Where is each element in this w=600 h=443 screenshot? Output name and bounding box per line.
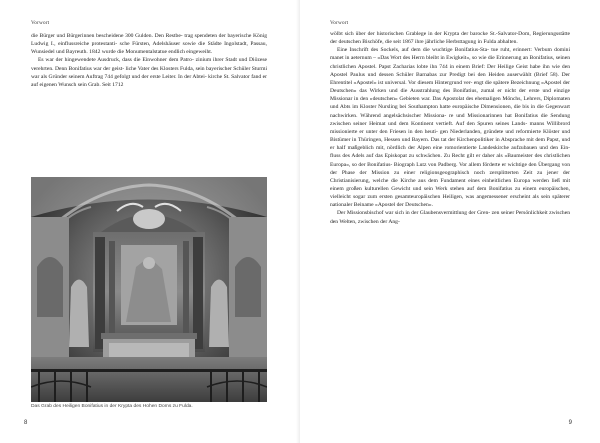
left-page-body	[31, 32, 267, 89]
page-number-right: 9	[568, 420, 572, 426]
left-paragraph-1: die Bürger und Bürgerinnen bescheidene 300 Gulden. Den Restbe- trag spendeten der bayerische König Ludwig I., einflussreiche protestanti- sche Fürsten, Adelshäuser sowie die Städte Ingolstadt, Passau, Wunsiedel und Bayreuth. 1842 wurde die Monumentalstatue endlich eingeweiht.	[31, 33, 267, 56]
left-paragraph-2: Es war der hingewendete Ausdruck, dass die Einwohner dem Patro- zinium ihrer Stadt und Diözese verehrten. Denn Bonifatius war der geist- liche Vater des Klosters Fulda, sein bayerischer Schüler Sturmi war als Gründer seinem Auftrag 744 gefolgt und der erste Leiter. In der Abtei- kirche St. Salvator fand er auf eigenen Wunsch sein Grab. Seit 1712	[31, 57, 267, 88]
right-page-body	[330, 30, 570, 226]
crypt-altar-photo	[31, 177, 267, 402]
right-paragraph-3: Der Missionsbischof war sich in der Glaubensvermittlung der Gren- zen seiner Persönlichkeit zwischen den Welten, zwischen der Ang-	[330, 210, 570, 225]
running-head-right: Vorwort	[330, 20, 349, 26]
page-number-left: 8	[24, 420, 28, 426]
right-paragraph-2: Eine Inschrift des Sockels, auf dem die wuchtige Bonifatius-Sta- tue ruht, erinnert: Verbum domini manet in aeternum – »Das Wort des Herrn bleibt in Ewigkeit«, so wie die Erinnerung an Bonifatius, seinen christlichen Apostel. Papst Zacharias lobte ihn 744 in einem Brief: Der Heilige Geist habe ihn wie den Apostel Paulus und dessen Schüler Barnabas zur Predigt bei den Heiden auserwählt (Brief 58). Der Ehrentitel »Apostel« ist universal. Vor diesem Hintergrund ver- engt die spätere Bezeichnung »Apostel der Deutschen« das Wirken und die Ausstrahlung des Bonifatius, zumal er nicht der erste und einzige Missionar in den »deutschen« Gebieten war. Das Apostolat des ehemaligen Mönchs, Lehrers, Diplomaten und Abts im Kloster Nursling bei Southampton hatte europäische Dimensionen, die bis in die Gegenwart nachwirken. Während angelsächsischer Missiona- re und Missionarinnen hat Bonifatius die Sendung zwischen seiner Heimat und dem Kontinent vertieft. Auf den Spuren seines Lands- manns Willibrord missionierte er unter den Friesen in den heuti- gen Niederlanden, gründete und reformierte Klöster und Bistümer in Thüringen, Hessen und Bayern. Das tat der Kirchenpolitiker in Absprache mit dem Papst, und er half maßgeblich mit, nördlich der Alpen eine romorientierte Landeskirche aufzubauen und den Ein- fluss des Adels auf das Episkopat zu schwächen. Zu Recht gilt er daher als »Baumeister des christlichen Europa«, so der Bonifatius- Biograph Lutz von Padberg. Vor allem förderte er wichtige den Übergang von der Phase der Mission zu einer religionsgeographisch noch zersplitterten Zeit zu jener der Christianisierung, welche die Kirche aus dem Fundament eines einheitlichen Europa werden ließ mit einem großen kulturellen Gewicht und sein Werk stehen auf dem Bonifatius zu einem europäischen, vielleicht sogar zum ersten gesamteuropäischen Heiligen, was angemessener erscheint als sein späterer nationaler Beiname »Apostel der Deutschen«.	[330, 47, 570, 209]
right-paragraph-1: wölbt sich über der historischen Grablege in der Krypta der barocke St.-Salvator-Dom, Regierungsstätte der deutschen Bischöfe, die seit 1867 ihre jährliche Herbsttagung in Fulda abhalten.	[330, 31, 570, 46]
right-page	[300, 0, 600, 443]
running-head-left: Vorwort	[31, 20, 50, 26]
photo-caption: Das Grab des Heiligen Bonifatius in der Krypta des Hohen Doms zu Fulda.	[31, 404, 193, 409]
